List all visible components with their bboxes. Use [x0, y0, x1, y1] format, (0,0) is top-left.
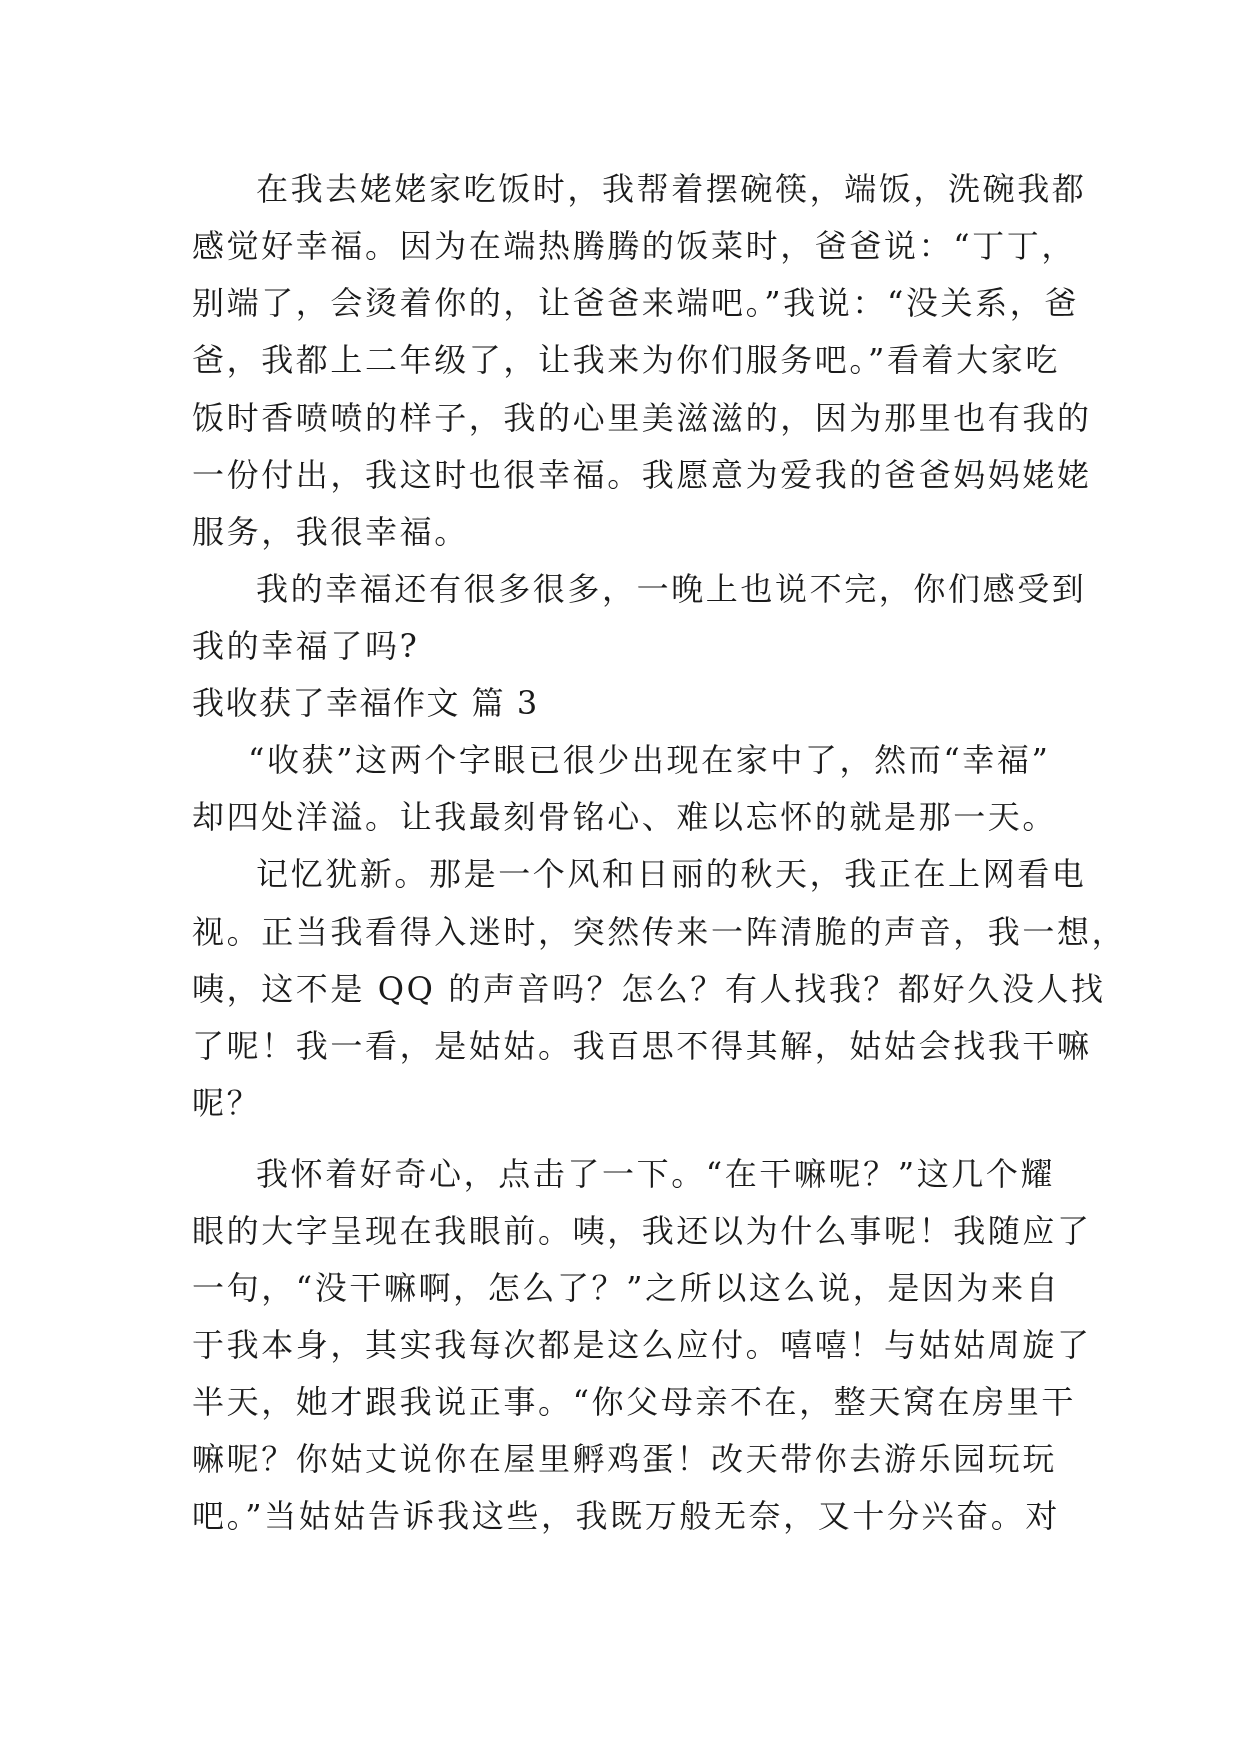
paragraph-line: 半天，她才跟我说正事。“你父母亲不在，整天窝在房里干 — [192, 1383, 1076, 1421]
paragraph-line: 了呢！我一看，是姑姑。我百思不得其解，姑姑会找我干嘛 — [192, 1027, 1092, 1065]
paragraph-line: 我的幸福还有很多很多，一晚上也说不完，你们感受到 — [256, 570, 1087, 608]
paragraph-line: 却四处洋溢。让我最刻骨铭心、难以忘怀的就是那一天。 — [192, 798, 1058, 836]
paragraph-line: “收获”这两个字眼已很少出现在家中了，然而“幸福” — [248, 741, 1051, 779]
paragraph-line: 在我去姥姥家吃饭时，我帮着摆碗筷，端饭，洗碗我都 — [256, 170, 1087, 208]
paragraph-line: 饭时香喷喷的样子，我的心里美滋滋的，因为那里也有我的 — [192, 399, 1092, 437]
paragraph-line: 呢？ — [192, 1084, 262, 1122]
paragraph-line: 视。正当我看得入迷时，突然传来一阵清脆的声音，我一想， — [192, 913, 1127, 951]
paragraph-line: 咦，这不是 QQ 的声音吗？怎么？有人找我？都好久没人找 — [192, 970, 1106, 1008]
paragraph-line: 感觉好幸福。因为在端热腾腾的饭菜时，爸爸说：“丁丁， — [192, 227, 1076, 265]
paragraph-line: 一句，“没干嘛啊，怎么了？”之所以这么说，是因为来自 — [192, 1269, 1061, 1307]
paragraph-line: 于我本身，其实我每次都是这么应付。嘻嘻！与姑姑周旋了 — [192, 1326, 1092, 1364]
paragraph-line: 一份付出，我这时也很幸福。我愿意为爱我的爸爸妈妈姥姥 — [192, 456, 1092, 494]
paragraph-line: 我怀着好奇心，点击了一下。“在干嘛呢？”这几个耀 — [256, 1155, 1056, 1193]
paragraph-line: 嘛呢？你姑丈说你在屋里孵鸡蛋！改天带你去游乐园玩玩 — [192, 1440, 1058, 1478]
paragraph-line: 爸，我都上二年级了，让我来为你们服务吧。”看着大家吃 — [192, 341, 1060, 379]
paragraph-line: 我的幸福了吗? — [192, 627, 420, 665]
section-heading: 我收获了幸福作文 篇 3 — [192, 684, 539, 722]
paragraph-line: 眼的大字呈现在我眼前。咦，我还以为什么事呢！我随应了 — [192, 1212, 1092, 1250]
paragraph-line: 别端了，会烫着你的，让爸爸来端吧。”我说：“没关系，爸 — [192, 284, 1079, 322]
paragraph-line: 吧。”当姑姑告诉我这些，我既万般无奈，又十分兴奋。对 — [192, 1497, 1060, 1535]
paragraph-line: 记忆犹新。那是一个风和日丽的秋天，我正在上网看电 — [256, 855, 1087, 893]
paragraph-line: 服务，我很幸福。 — [192, 513, 469, 551]
